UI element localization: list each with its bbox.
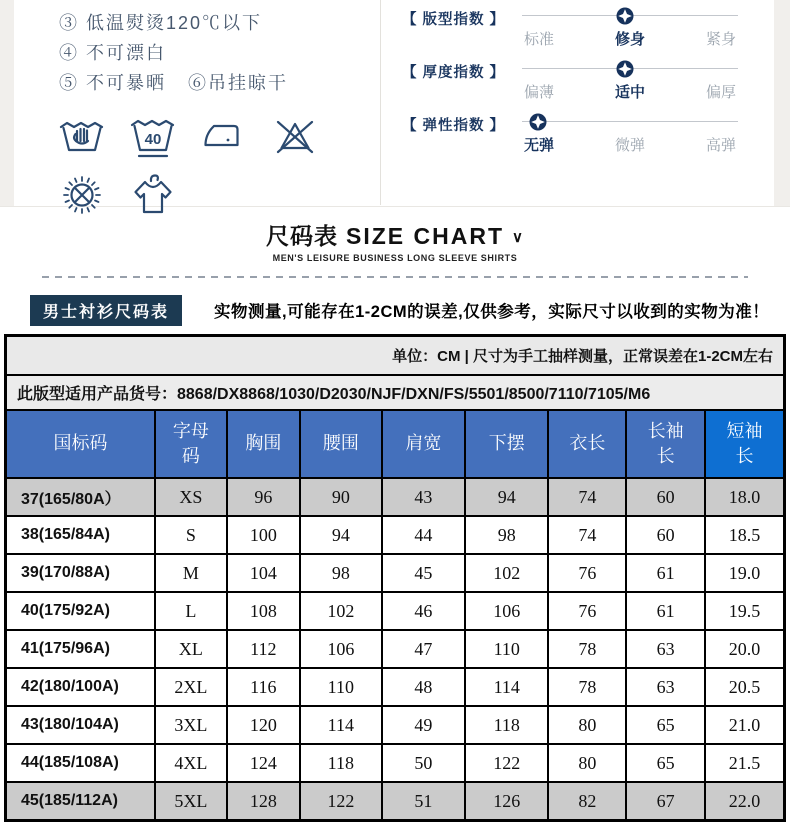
table-row xyxy=(6,706,785,744)
option-label: 标准 xyxy=(524,31,555,48)
svg-text:40: 40 xyxy=(144,131,162,148)
size-value-cell: 114 xyxy=(465,668,548,706)
table-row xyxy=(6,592,785,630)
thickness-index-slider xyxy=(522,55,738,105)
column-header: 字母码 xyxy=(155,410,227,478)
fit-index-slider xyxy=(522,2,738,52)
care-line-2 xyxy=(59,68,375,98)
table-row xyxy=(6,782,785,821)
size-code-cell: 45(185/112A) xyxy=(6,782,156,821)
dashed-divider xyxy=(42,276,748,278)
table-row xyxy=(6,630,785,668)
size-value-cell: 78 xyxy=(548,630,626,668)
measure-notice xyxy=(30,295,790,325)
size-value-cell: 76 xyxy=(548,554,626,592)
column-header: 衣长 xyxy=(548,410,626,478)
slider-knob-icon xyxy=(528,112,548,132)
size-value-cell: 122 xyxy=(300,782,382,821)
size-value-cell: 106 xyxy=(465,592,548,630)
size-value-cell: 3XL xyxy=(155,706,227,744)
size-value-cell: 60 xyxy=(626,478,705,516)
column-header: 国标码 xyxy=(6,410,156,478)
size-code-cell: 44(185/108A) xyxy=(6,744,156,782)
size-value-cell: 80 xyxy=(548,706,626,744)
column-header: 下摆 xyxy=(465,410,548,478)
size-value-cell: 20.5 xyxy=(705,668,785,706)
chevron-down-icon: ∨ xyxy=(512,229,524,246)
size-value-cell: 100 xyxy=(227,516,300,554)
size-value-cell: 98 xyxy=(465,516,548,554)
size-value-cell: 90 xyxy=(300,478,382,516)
thickness-index-row xyxy=(392,55,780,108)
size-chart-title-cn: 尺码表 xyxy=(266,223,338,249)
size-value-cell: 74 xyxy=(548,516,626,554)
size-value-cell: 60 xyxy=(626,516,705,554)
size-value-cell: 50 xyxy=(382,744,465,782)
elasticity-index-slider xyxy=(522,108,738,158)
size-value-cell: M xyxy=(155,554,227,592)
model-note-row xyxy=(6,375,785,410)
size-value-cell: 118 xyxy=(465,706,548,744)
no-bleach-icon xyxy=(272,114,318,160)
size-value-cell: 43 xyxy=(382,478,465,516)
size-value-cell: 126 xyxy=(465,782,548,821)
size-value-cell: 49 xyxy=(382,706,465,744)
care-line-1 xyxy=(59,8,375,68)
size-value-cell: 45 xyxy=(382,554,465,592)
unit-note-row xyxy=(6,336,785,376)
thickness-options xyxy=(524,81,736,102)
thickness-index-label: 【 厚度指数 】 xyxy=(402,65,506,81)
table-row xyxy=(6,744,785,782)
size-code-cell: 42(180/100A) xyxy=(6,668,156,706)
size-value-cell: 102 xyxy=(300,592,382,630)
model-note: 此版型适用产品货号：8868/DX8868/1030/D2030/NJF/DXN/FS/5501/8500/7110/7105/M6 xyxy=(6,375,785,410)
care-icon-row-2 xyxy=(59,172,375,218)
size-table xyxy=(4,334,786,822)
size-value-cell: 18.0 xyxy=(705,478,785,516)
elasticity-options xyxy=(524,134,736,155)
option-label: 紧身 xyxy=(705,31,736,48)
hang-dry-icon xyxy=(130,172,176,218)
size-value-cell: 67 xyxy=(626,782,705,821)
size-value-cell: 98 xyxy=(300,554,382,592)
size-value-cell: 110 xyxy=(300,668,382,706)
size-value-cell: 94 xyxy=(465,478,548,516)
size-value-cell: 122 xyxy=(465,744,548,782)
care-instructions xyxy=(15,0,375,218)
elasticity-index-label: 【 弹性指数 】 xyxy=(402,118,506,134)
option-label-selected: 无弹 xyxy=(524,137,555,154)
option-label-selected: 修身 xyxy=(614,31,645,48)
size-code-cell: 40(175/92A) xyxy=(6,592,156,630)
size-value-cell: 96 xyxy=(227,478,300,516)
fit-index-label: 【 版型指数 】 xyxy=(402,12,506,28)
product-info-section xyxy=(0,0,790,207)
notice-tag: 男士衬衫尺码表 xyxy=(30,295,182,326)
slider-track xyxy=(522,121,738,122)
size-value-cell: S xyxy=(155,516,227,554)
size-value-cell: 128 xyxy=(227,782,300,821)
size-value-cell: 104 xyxy=(227,554,300,592)
column-header: 胸围 xyxy=(227,410,300,478)
care-icon-row-1 xyxy=(59,114,375,160)
size-value-cell: 82 xyxy=(548,782,626,821)
size-value-cell: 20.0 xyxy=(705,630,785,668)
size-value-cell: 80 xyxy=(548,744,626,782)
slider-knob-icon xyxy=(615,6,635,26)
unit-note: 单位：CM | 尺寸为手工抽样测量，正常误差在1-2CM左右 xyxy=(6,336,785,376)
size-value-cell: 124 xyxy=(227,744,300,782)
size-value-cell: 94 xyxy=(300,516,382,554)
notice-text: 实物测量,可能存在1-2CM的误差,仅供参考，实际尺寸以收到的实物为准！ xyxy=(214,303,770,321)
size-value-cell: 46 xyxy=(382,592,465,630)
size-value-cell: 44 xyxy=(382,516,465,554)
fit-index-row xyxy=(392,2,780,55)
care-item: ⑥吊挂晾干 xyxy=(188,73,289,93)
option-label: 偏薄 xyxy=(524,84,555,101)
size-value-cell: L xyxy=(155,592,227,630)
option-label: 高弹 xyxy=(705,137,736,154)
size-value-cell: 61 xyxy=(626,554,705,592)
size-value-cell: 21.5 xyxy=(705,744,785,782)
option-label-selected: 适中 xyxy=(614,84,645,101)
size-value-cell: XS xyxy=(155,478,227,516)
size-code-cell: 38(165/84A) xyxy=(6,516,156,554)
section-divider xyxy=(380,0,381,205)
table-row xyxy=(6,516,785,554)
size-value-cell: 63 xyxy=(626,630,705,668)
size-value-cell: 78 xyxy=(548,668,626,706)
size-value-cell: 18.5 xyxy=(705,516,785,554)
size-code-cell: 43(180/104A) xyxy=(6,706,156,744)
size-code-cell: 37(165/80A） xyxy=(6,478,156,516)
size-table-body xyxy=(6,478,785,821)
size-value-cell: 51 xyxy=(382,782,465,821)
wash-40-icon xyxy=(130,114,176,160)
column-header: 腰围 xyxy=(300,410,382,478)
size-value-cell: 118 xyxy=(300,744,382,782)
size-value-cell: 112 xyxy=(227,630,300,668)
product-index-panel xyxy=(392,2,780,161)
size-value-cell: 65 xyxy=(626,744,705,782)
no-sun-dry-icon xyxy=(59,172,105,218)
size-chart-subtitle: MEN'S LEISURE BUSINESS LONG SLEEVE SHIRTS xyxy=(272,253,518,263)
size-value-cell: 48 xyxy=(382,668,465,706)
size-value-cell: 74 xyxy=(548,478,626,516)
option-label: 偏厚 xyxy=(705,84,736,101)
size-value-cell: 21.0 xyxy=(705,706,785,744)
size-code-cell: 41(175/96A) xyxy=(6,630,156,668)
size-value-cell: 22.0 xyxy=(705,782,785,821)
size-value-cell: 76 xyxy=(548,592,626,630)
size-code-cell: 39(170/88A) xyxy=(6,554,156,592)
table-header-row xyxy=(6,410,785,478)
care-item: ③ 低温熨烫120℃以下 xyxy=(59,13,263,33)
size-value-cell: 5XL xyxy=(155,782,227,821)
size-value-cell: XL xyxy=(155,630,227,668)
size-value-cell: 108 xyxy=(227,592,300,630)
option-label: 微弹 xyxy=(614,137,645,154)
size-chart-title xyxy=(0,218,790,251)
size-value-cell: 4XL xyxy=(155,744,227,782)
size-value-cell: 61 xyxy=(626,592,705,630)
elasticity-index-row xyxy=(392,108,780,161)
size-value-cell: 2XL xyxy=(155,668,227,706)
table-row xyxy=(6,554,785,592)
size-value-cell: 102 xyxy=(465,554,548,592)
table-row xyxy=(6,478,785,516)
care-text xyxy=(15,0,375,98)
size-value-cell: 19.0 xyxy=(705,554,785,592)
size-value-cell: 120 xyxy=(227,706,300,744)
iron-icon xyxy=(201,114,247,160)
column-header: 长袖长 xyxy=(626,410,705,478)
table-row xyxy=(6,668,785,706)
fit-options xyxy=(524,28,736,49)
size-value-cell: 47 xyxy=(382,630,465,668)
size-value-cell: 65 xyxy=(626,706,705,744)
size-value-cell: 63 xyxy=(626,668,705,706)
size-value-cell: 19.5 xyxy=(705,592,785,630)
size-chart-title-en: SIZE CHART xyxy=(346,223,504,249)
size-value-cell: 114 xyxy=(300,706,382,744)
hand-wash-icon xyxy=(59,114,105,160)
size-value-cell: 116 xyxy=(227,668,300,706)
care-item: ④ 不可漂白 xyxy=(59,43,167,63)
column-header: 肩宽 xyxy=(382,410,465,478)
page-margin-left xyxy=(0,0,14,206)
size-value-cell: 106 xyxy=(300,630,382,668)
size-value-cell: 110 xyxy=(465,630,548,668)
slider-knob-icon xyxy=(615,59,635,79)
column-header-highlight: 短袖长 xyxy=(705,410,785,478)
care-item: ⑤ 不可暴晒 xyxy=(59,73,167,93)
